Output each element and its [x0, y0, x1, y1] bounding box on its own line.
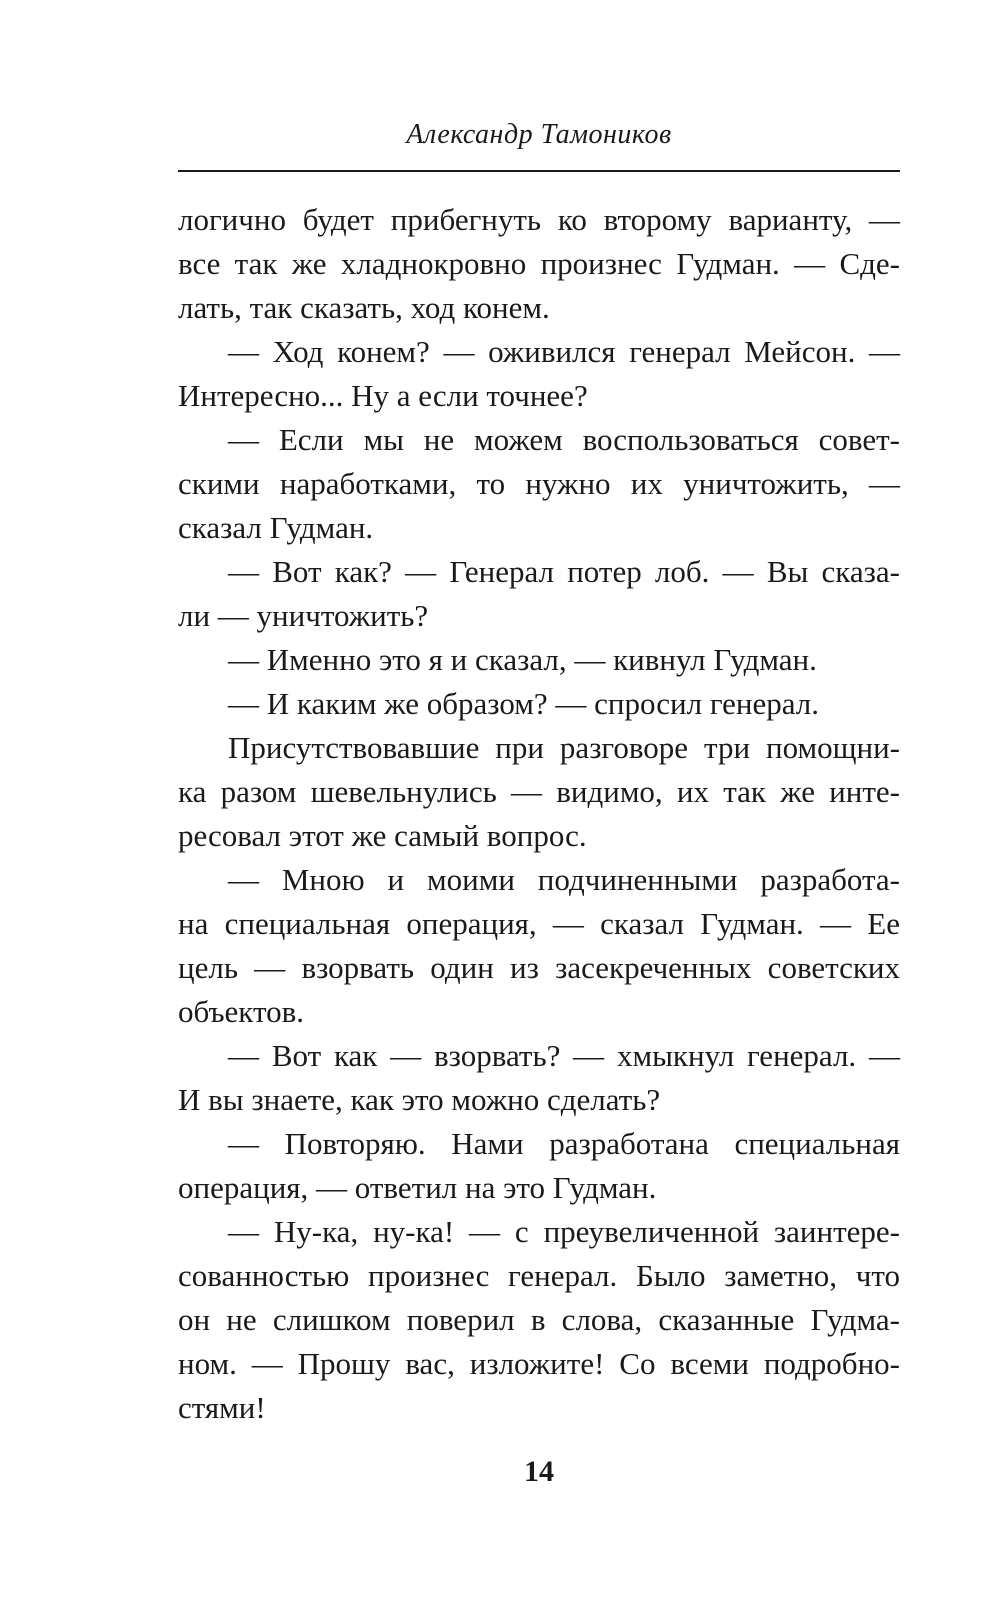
text-line: — Мною и моими подчиненными разработа-: [228, 862, 900, 897]
text-line: — Ход конем? — оживился генерал Мейсон. —: [228, 334, 900, 369]
text-line: на специальная операция, — сказал Гудман. — Ее: [178, 906, 900, 941]
text-line: — Вот как? — Генерал потер лоб. — Вы сказа-: [228, 554, 900, 589]
text-line: — Именно это я и сказал, — кивнул Гудман.: [228, 642, 817, 677]
body-text: [178, 198, 900, 1430]
text-line: цель — взорвать один из засекреченных советских: [178, 950, 900, 985]
text-line: стями!: [178, 1390, 266, 1425]
text-line: Присутствовавшие при разговоре три помощни-: [228, 730, 900, 765]
text-line: ресовал этот же самый вопрос.: [178, 818, 587, 853]
running-header-author: Александр Тамоников: [406, 119, 672, 150]
text-line: И вы знаете, как это можно сделать?: [178, 1082, 661, 1117]
text-line: все так же хладнокровно произнес Гудман. — Сде-: [178, 246, 900, 281]
page-number: 14: [524, 1455, 554, 1488]
text-line: логично будет прибегнуть ко второму варианту, —: [178, 202, 900, 237]
text-line: сказал Гудман.: [178, 510, 374, 545]
text-line: объектов.: [178, 994, 304, 1029]
text-line: лать, так сказать, ход конем.: [178, 290, 550, 325]
text-line: — И каким же образом? — спросил генерал.: [228, 686, 820, 721]
text-line: ли — уничтожить?: [178, 598, 429, 633]
text-line: он не слишком поверил в слова, сказанные Гудма-: [178, 1302, 900, 1337]
text-line: ка разом шевельнулись — видимо, их так же инте-: [178, 774, 900, 809]
text-line: — Повторяю. Нами разработана специальная: [228, 1126, 900, 1161]
text-line: ном. — Прошу вас, изложите! Со всеми подробно-: [178, 1346, 900, 1381]
text-line: Интересно... Ну а если точнее?: [178, 378, 588, 413]
header-divider: [178, 170, 900, 172]
text-line: сованностью произнес генерал. Было заметно, что: [178, 1258, 900, 1293]
text-line: скими наработками, то нужно их уничтожить, —: [178, 466, 900, 501]
text-line: — Вот как — взорвать? — хмыкнул генерал. —: [228, 1038, 900, 1073]
text-line: операция, — ответил на это Гудман.: [178, 1170, 657, 1205]
text-line: — Ну-ка, ну-ка! — с преувеличенной заинтере-: [228, 1214, 900, 1249]
text-line: — Если мы не можем воспользоваться совет-: [228, 422, 900, 457]
